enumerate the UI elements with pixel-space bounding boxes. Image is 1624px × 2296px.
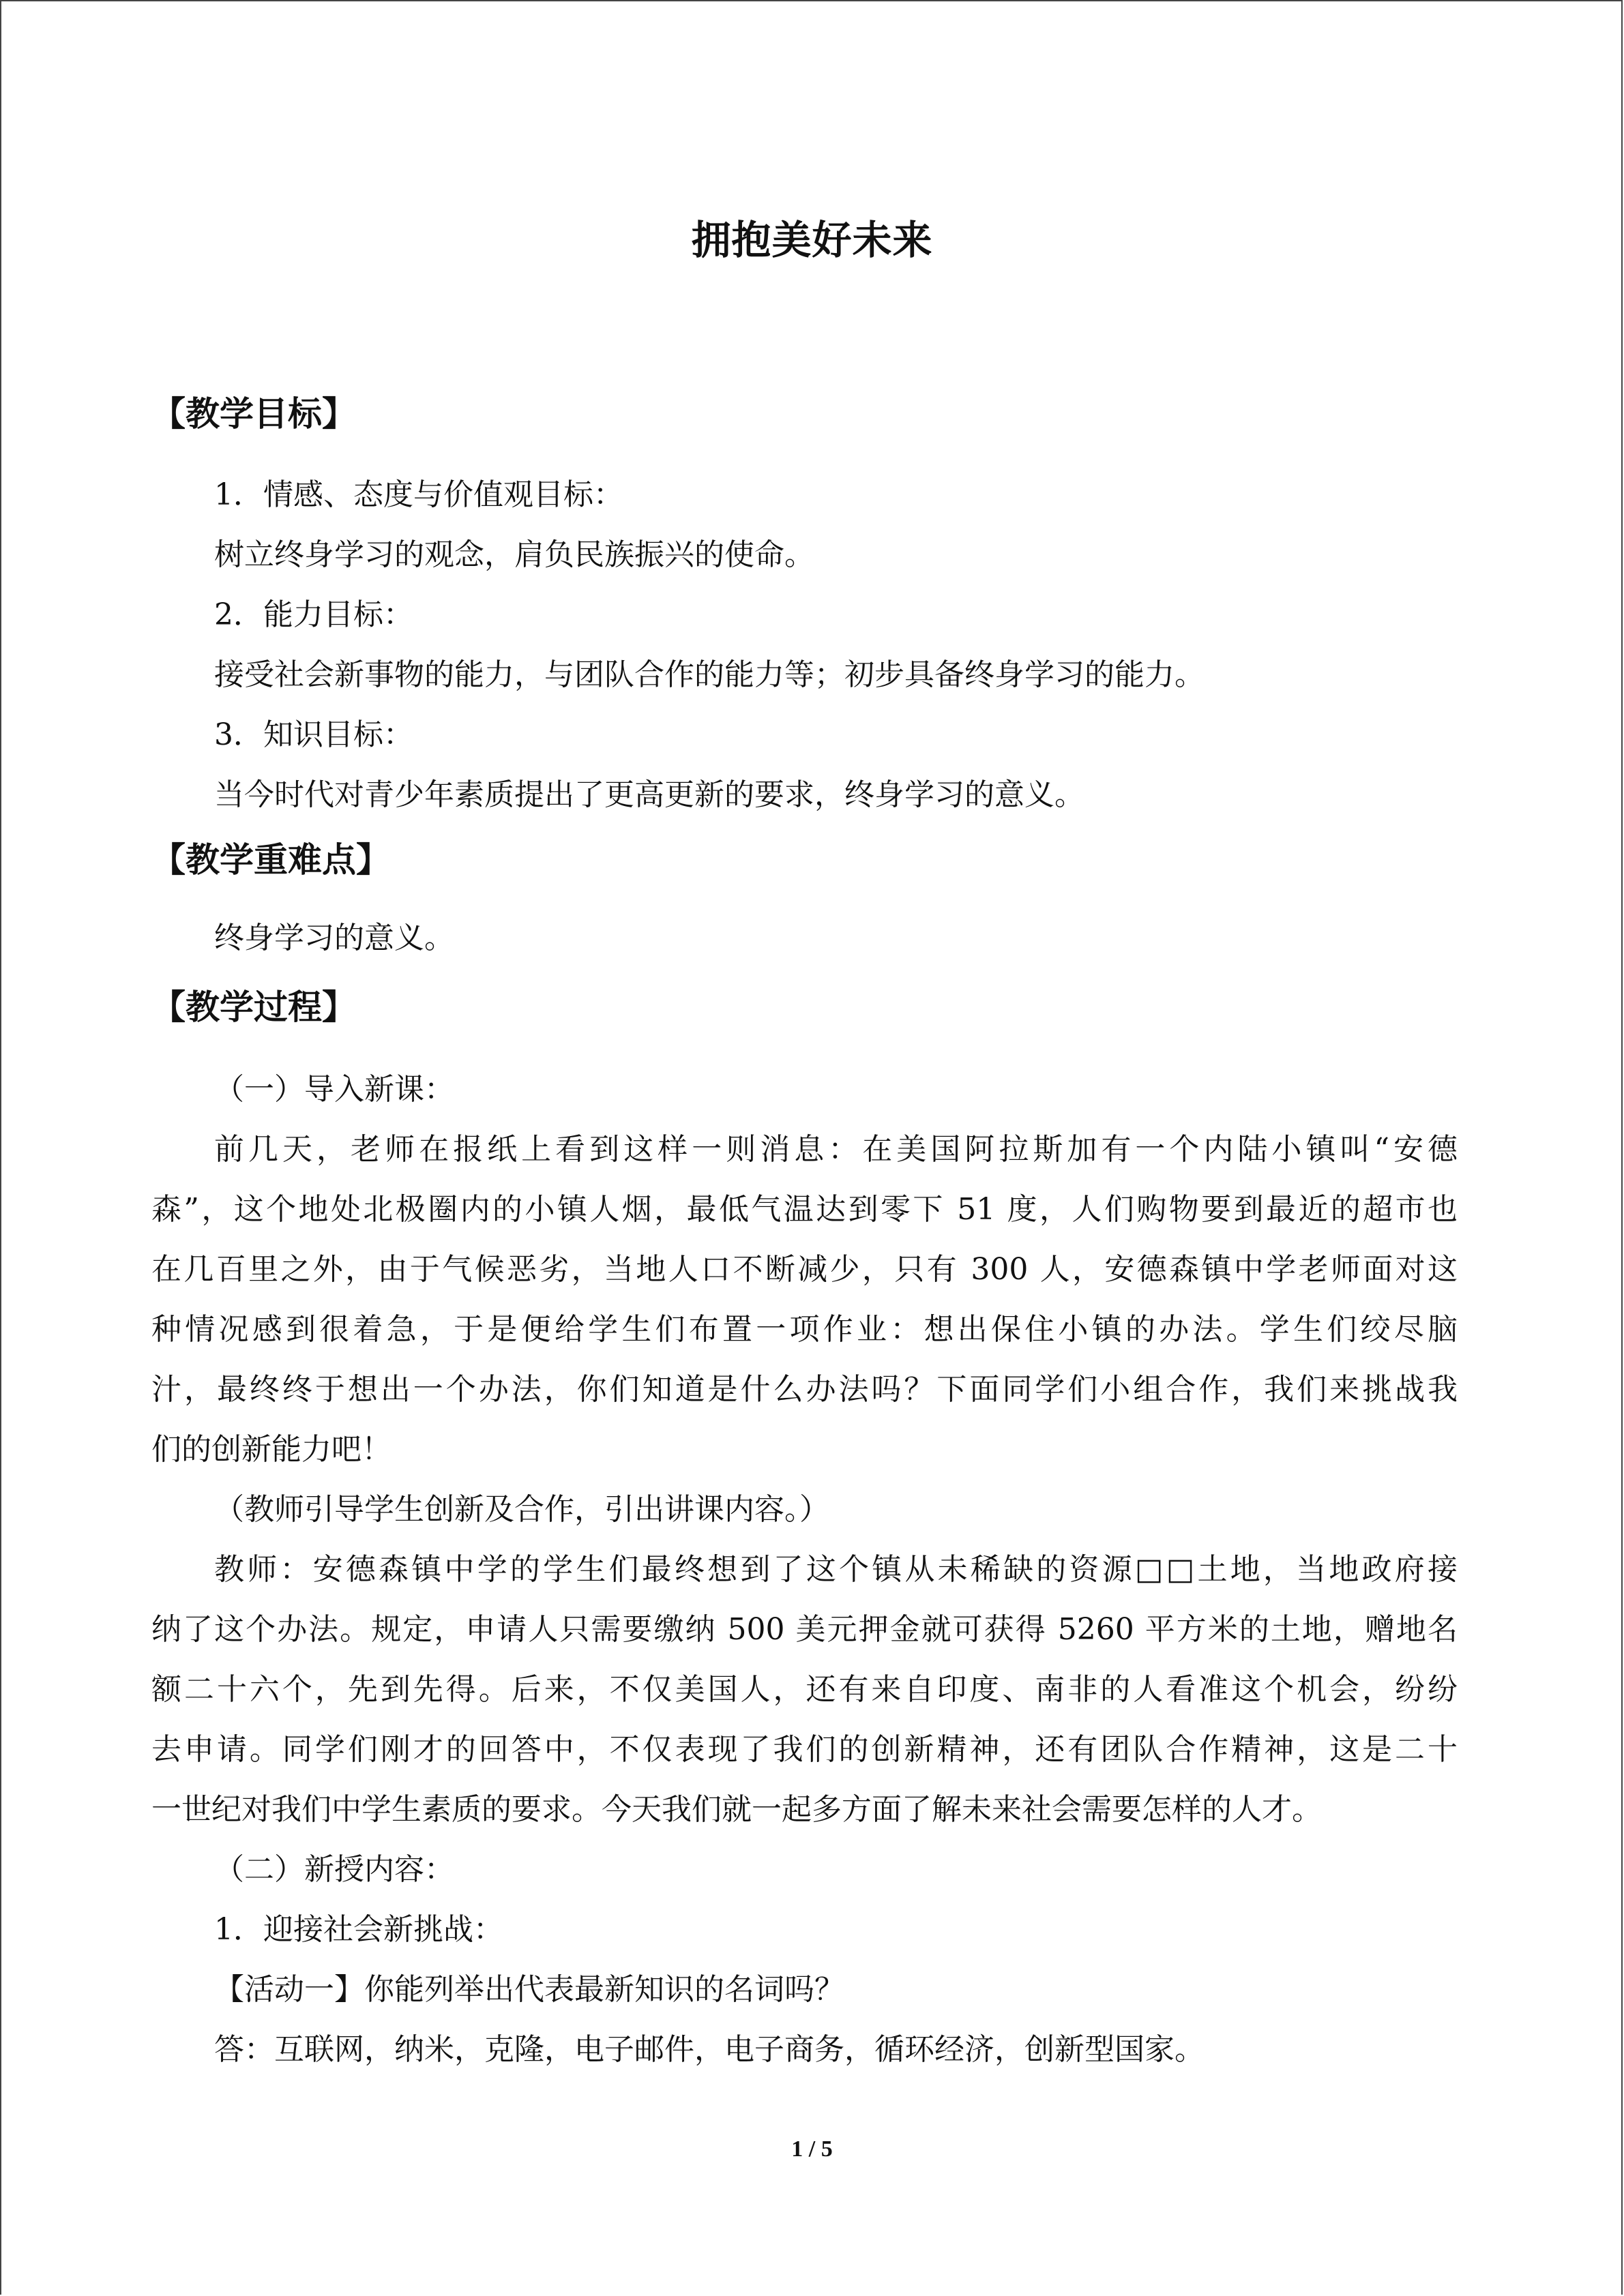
process-part-2-heading: （二）新授内容： xyxy=(214,1852,454,1887)
goal-2-text: 接受社会新事物的能力，与团队合作的能力等；初步具备终身学习的能力。 xyxy=(214,657,1205,692)
paragraph-line: 额二十六个，先到先得。后来，不仅美国人，还有来自印度、南非的人看准这个机会，纷纷 xyxy=(151,1672,1458,1707)
goal-1-label: 1．情感、态度与价值观目标： xyxy=(214,477,623,512)
activity-1-answer: 答：互联网，纳米，克隆，电子邮件，电子商务，循环经济，创新型国家。 xyxy=(214,2032,1205,2067)
paragraph-line: 纳了这个办法。规定，申请人只需要缴纳 500 美元押金就可获得 5260 平方米的土地，赠地名 xyxy=(151,1612,1458,1647)
teacher-note: （教师引导学生创新及合作，引出讲课内容。） xyxy=(214,1492,829,1527)
paragraph-line: 森”，这个地处北极圈内的小镇人烟，最低气温达到零下 51 度，人们购物要到最近的超市也 xyxy=(151,1192,1458,1227)
paragraph-line: 前几天，老师在报纸上看到这样一则消息：在美国阿拉斯加有一个内陆小镇叫“安德 xyxy=(214,1132,1458,1167)
paragraph-line: 种情况感到很着急，于是便给学生们布置一项作业：想出保住小镇的办法。学生们绞尽脑 xyxy=(151,1312,1458,1347)
process-part-1-heading: （一）导入新课： xyxy=(214,1072,454,1107)
goal-2-label: 2．能力目标： xyxy=(214,597,413,632)
paragraph-line: 们的创新能力吧！ xyxy=(151,1432,392,1467)
goal-3-text: 当今时代对青少年素质提出了更高更新的要求，终身学习的意义。 xyxy=(214,777,1084,812)
goal-1-text: 树立终身学习的观念，肩负民族振兴的使命。 xyxy=(214,537,814,572)
document-title: 拥抱美好未来 xyxy=(691,217,933,263)
goal-3-label: 3．知识目标： xyxy=(214,717,413,752)
paragraph-line: 一世纪对我们中学生素质的要求。今天我们就一起多方面了解未来社会需要怎样的人才。 xyxy=(151,1792,1322,1827)
section-heading-process: 【教学过程】 xyxy=(151,987,356,1027)
process-item-1: 1．迎接社会新挑战： xyxy=(214,1912,503,1947)
paragraph-line: 教师：安德森镇中学的学生们最终想到了这个镇从未稀缺的资源□□土地，当地政府接 xyxy=(214,1552,1458,1587)
section-heading-goals: 【教学目标】 xyxy=(151,394,356,434)
paragraph-line: 汁，最终终于想出一个办法，你们知道是什么办法吗？下面同学们小组合作，我们来挑战我 xyxy=(151,1372,1458,1407)
activity-1-question: 【活动一】你能列举出代表最新知识的名词吗？ xyxy=(214,1972,844,2007)
paragraph-line: 在几百里之外，由于气候恶劣，当地人口不断减少，只有 300 人，安德森镇中学老师面对这 xyxy=(151,1252,1458,1287)
section-heading-key-points: 【教学重难点】 xyxy=(151,840,390,880)
key-points-text: 终身学习的意义。 xyxy=(214,921,454,955)
page-number: 1 / 5 xyxy=(791,2136,833,2162)
paragraph-line: 去申请。同学们刚才的回答中，不仅表现了我们的创新精神，还有团队合作精神，这是二十 xyxy=(151,1732,1458,1767)
